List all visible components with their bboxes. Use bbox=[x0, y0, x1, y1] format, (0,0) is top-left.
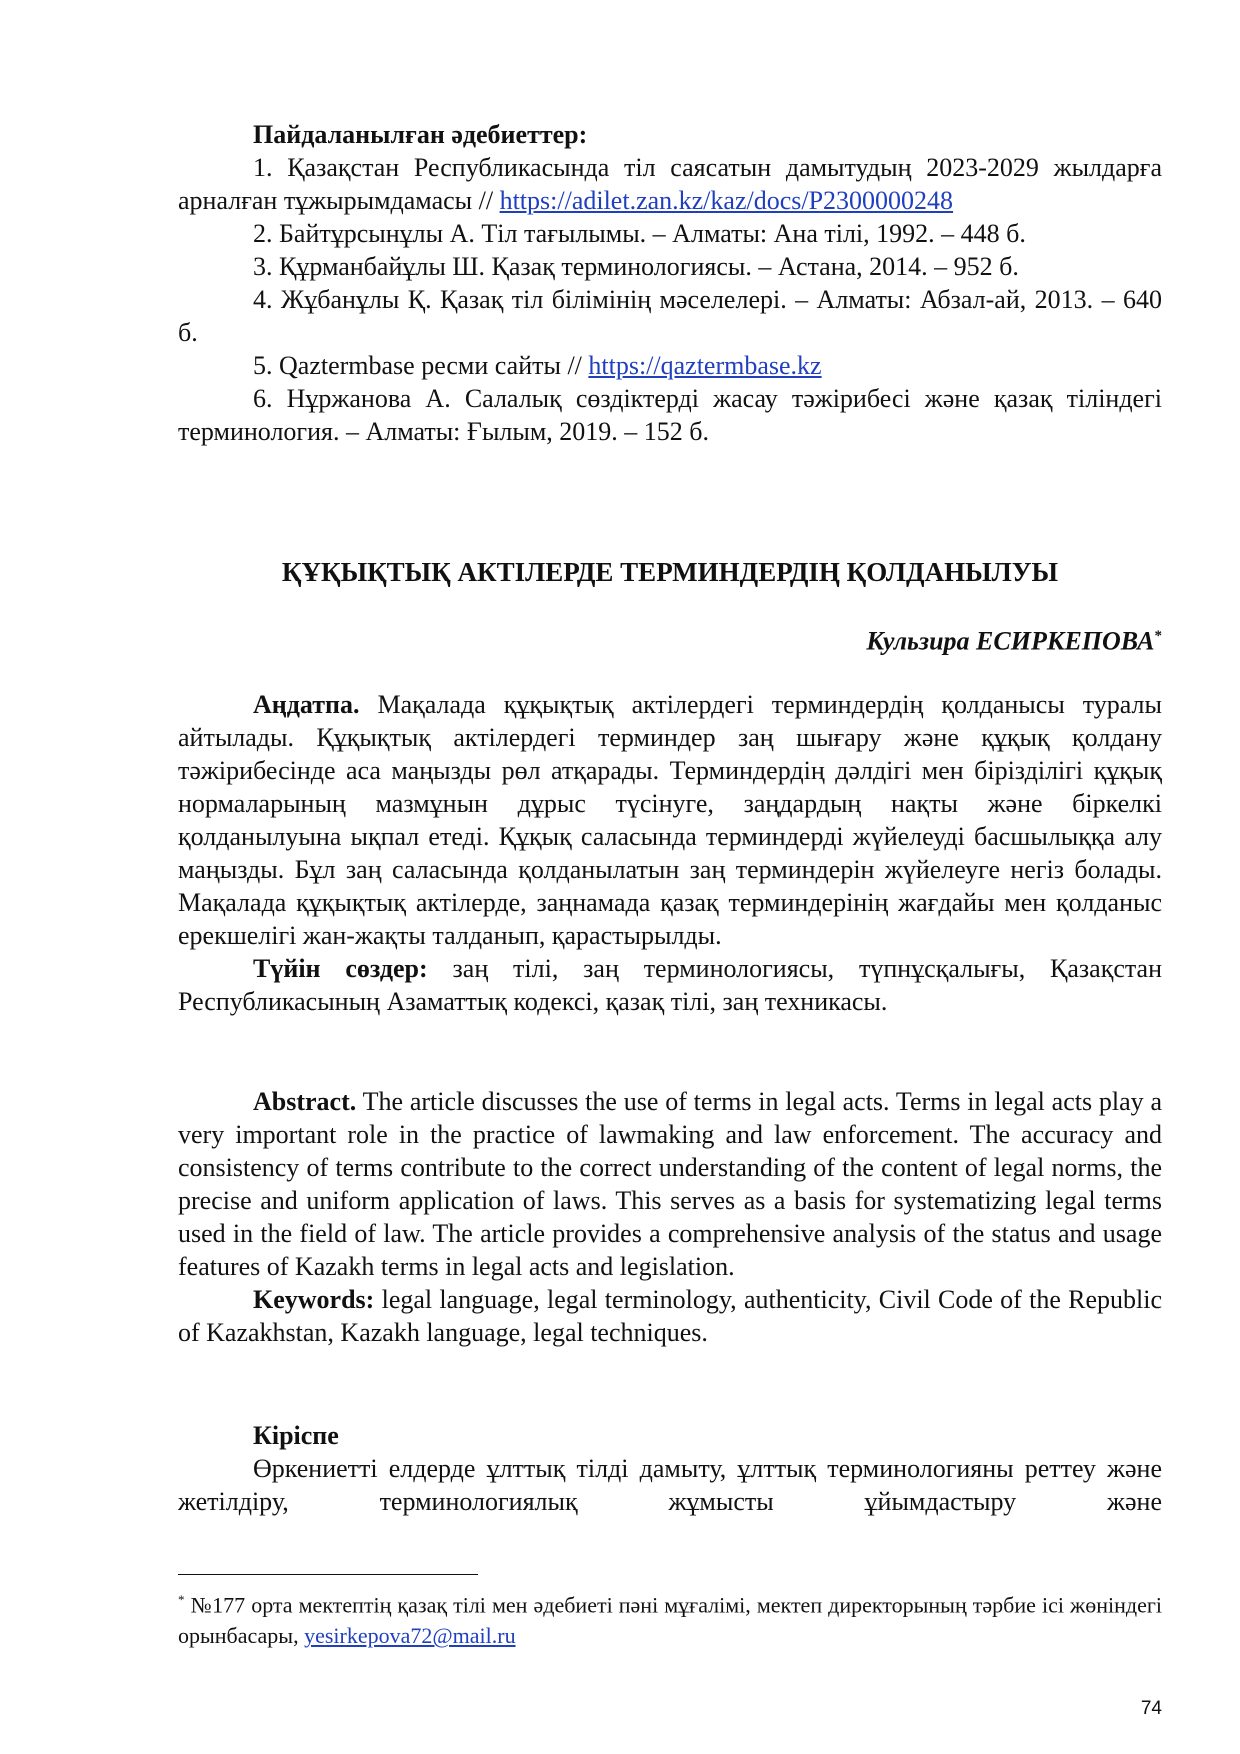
reference-item-4: 4. Жұбанұлы Қ. Қазақ тіл білімінің мәселелері. – Алматы: Абзал-ай, 2013. – 640 б. bbox=[178, 285, 1162, 347]
intro-heading: Кіріспе bbox=[253, 1421, 339, 1450]
footnote-separator bbox=[178, 1574, 478, 1575]
reference-link-5[interactable]: https://qaztermbase.kz bbox=[588, 351, 822, 380]
author-footnote-mark: * bbox=[1154, 628, 1162, 644]
abstract-kz-label: Аңдатпа. bbox=[253, 690, 360, 719]
footnote-text: №177 орта мектептің қазақ тілі мен әдебиеті пәні мұғалімі, мектеп директорының тәрбие ісі жөніндегі орынбасары, bbox=[178, 1592, 1162, 1649]
article-title: ҚҰҚЫҚТЫҚ АКТІЛЕРДЕ ТЕРМИНДЕРДІҢ ҚОЛДАНЫЛУЫ bbox=[281, 557, 1059, 587]
reference-item-6: 6. Нұржанова А. Салалық сөздіктерді жасау тәжірибесі және қазақ тіліндегі терминология. – Алматы: Ғылым, 2019. – 152 б. bbox=[178, 384, 1162, 446]
keywords-en: Keywords: legal language, legal terminology, authenticity, Civil Code of the Republic of Kazakhstan, Kazakh language, legal techniques. bbox=[178, 1285, 1162, 1347]
footnote-mark: * bbox=[178, 1592, 185, 1607]
reference-item-3: 3. Құрманбайұлы Ш. Қазақ терминологиясы. – Астана, 2014. – 952 б. bbox=[253, 252, 1019, 281]
keywords-kz-label: Түйін сөздер: bbox=[253, 954, 428, 983]
abstract-en: Abstract. The article discusses the use of terms in legal acts. Terms in legal acts play a very important role in the practice of lawmaking and law enforcement. The accuracy and consistency of terms contribute to the correct understanding of the content of legal norms, the precise and uniform application of laws. This serves as a basis for systematizing legal terms used in the field of law. The article provides a comprehensive analysis of the status and usage features of Kazakh terms in legal acts and legislation. bbox=[178, 1087, 1162, 1281]
abstract-en-section bbox=[178, 1085, 1162, 1349]
footnote-email-link[interactable]: yesirkepova72@mail.ru bbox=[304, 1623, 516, 1649]
reference-item-2: 2. Байтұрсынұлы А. Тіл тағылымы. – Алматы: Ана тілі, 1992. – 448 б. bbox=[253, 219, 1026, 248]
reference-item-5: 5. Qaztermbase ресми сайты // https://qaztermbase.kz bbox=[253, 351, 822, 380]
abstract-kz-section bbox=[178, 688, 1162, 1018]
references-heading: Пайдаланылған әдебиеттер: bbox=[253, 120, 588, 149]
keywords-en-label: Keywords: bbox=[253, 1285, 375, 1314]
reference-item-1: 1. Қазақстан Республикасында тіл саясатын дамытудың 2023-2029 жылдарға арналған тұжырымдамасы // https://adilet.zan.kz/kaz/docs/P2300000248 bbox=[178, 153, 1162, 215]
article-author: Кульзира ЕСИРКЕПОВА* bbox=[866, 626, 1162, 656]
intro-text: Өркениетті елдерде ұлттық тілді дамыту, ұлттық терминологияны реттеу және жетілдіру, терминологиялық жұмысты ұйымдастыру және bbox=[178, 1454, 1162, 1516]
abstract-kz: Аңдатпа. Мақалада құқықтық актілердегі терминдердің қолданысы туралы айтылады. Құқықтық актілердегі терминдер заң шығару және құқық қолдану тәжірибесінде аса маңызды рөл атқарады. Терминдердің дәлдігі мен біріздiлiгi құқық нормаларының мазмұнын дұрыс түсінуге, заңдардың нақты және біркелкі қолданылуына ықпал етеді. Құқық саласында терминдерді жүйелеуді басшылыққа алу маңызды. Бұл заң саласында қолданылатын заң терминдерін жүйелеуге негіз болады. Мақалада құқықтық актілерде, заңнамада қазақ терминдерінің жағдайы мен қолданыс ерекшелігі жан-жақты талданып, қарастырылды. bbox=[178, 690, 1162, 950]
footnote bbox=[178, 1584, 1162, 1651]
keywords-kz: Түйін сөздер: заң тілі, заң терминологиясы, түпнұсқалығы, Қазақстан Республикасының Азаматтық кодексі, қазақ тілі, заң техникасы. bbox=[178, 954, 1163, 1016]
introduction-section bbox=[178, 1419, 1162, 1518]
references-section bbox=[178, 118, 1162, 448]
reference-link-1[interactable]: https://adilet.zan.kz/kaz/docs/P2300000248 bbox=[499, 186, 954, 215]
abstract-en-label: Abstract. bbox=[253, 1087, 357, 1116]
page-number: 74 bbox=[1140, 1698, 1162, 1719]
